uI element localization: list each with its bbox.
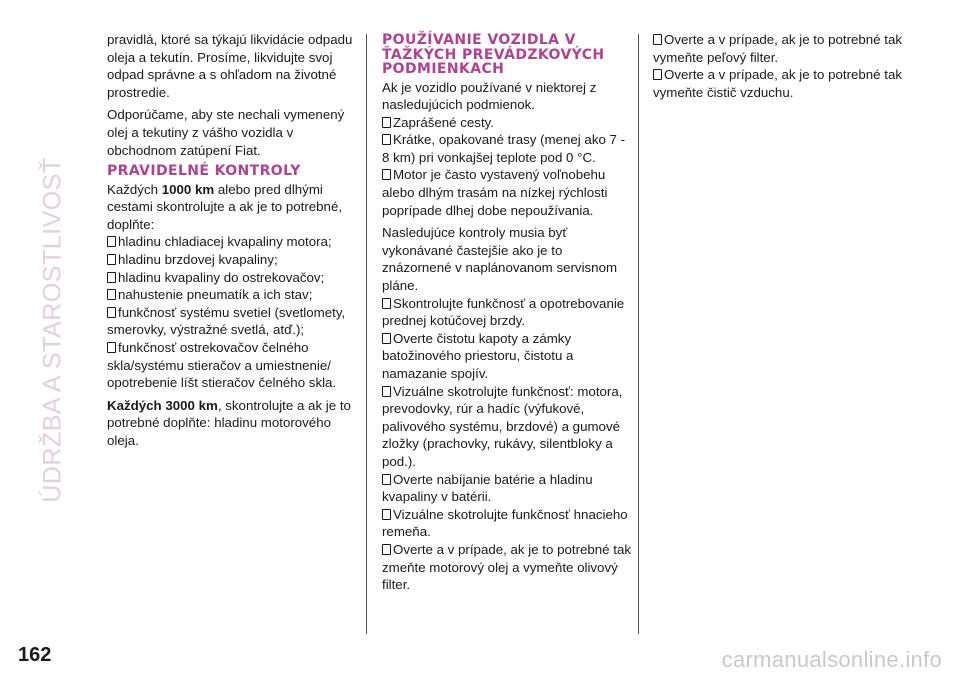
checkbox-bullet-icon [382,386,391,397]
list-item: Overte a v prípade, ak je to potrebné tak zmeňte motorový olej a vymeňte olivový filter. [382,541,632,593]
checkbox-bullet-icon [107,342,116,353]
checkbox-bullet-icon [653,69,662,80]
section-heading-regular-checks: PRAVIDELNÉ KONTROLY [107,163,301,180]
paragraph: pravidlá, ktoré sa týkajú likvidácie odpadu oleja a tekutín. Prosíme, likvidujte svoj odpad správne a s ohľadom na životné prostredie. [107,32,353,100]
list-item: Vizuálne skotrolujte funkčnosť: motora, prevodovky, rúr a hadíc (výfukové, palivového systému, brzdové) a gumové zložky (prachovky, rukávy, silentbloky a pod.). [382,383,623,469]
list-item: funkčnosť ostrekovačov čelného skla/systému stieračov a umiestnenie/ opotrebenie líšt stieračov čelného skla. [107,340,337,391]
list-item: Vizuálne skotrolujte funkčnosť hnacieho remeňa. [382,506,628,540]
checkbox-bullet-icon [382,474,391,485]
list-item: nahustenie pneumatík a ich stav; [107,286,355,304]
checkbox-bullet-icon [382,509,391,520]
watermark-text: carmanualsonline.info [721,647,942,672]
list-item: hladinu brzdovej kvapaliny; [107,251,355,269]
list-item: Overte čistotu kapoty a zámky batožinového priestoru, čistotu a namazanie spojív. [382,330,574,381]
page-number: 162 [18,644,52,666]
list-item: Zaprášené cesty. [382,114,632,132]
list-item: funkčnosť systému svetiel (svetlomety, smerovky, výstražné svetlá, atď.); [107,304,346,338]
list-item: Motor je často vystavený voľnobehu alebo dlhým trasám na nízkej rýchlosti poprípade dlhej dobe nepoužívania. [382,167,608,218]
column-divider-1 [366,34,367,634]
checkbox-bullet-icon [382,333,391,344]
checkbox-bullet-icon [107,289,116,300]
checkbox-bullet-icon [107,236,116,247]
list-item: Overte a v prípade, ak je to potrebné tak vymeňte čistič vzduchu. [653,67,903,100]
paragraph: Ak je vozidlo používané v niektorej z nasledujúcich podmienok. [382,79,597,113]
text-column-3 [653,31,903,101]
section-side-title: ÚDRŽBA A STAROSTLIVOSŤ [38,157,67,503]
text-column-2 [382,31,632,594]
checkbox-bullet-icon [107,254,116,265]
checkbox-bullet-icon [382,169,391,180]
list-item: Overte nabíjanie batérie a hladinu kvapaliny v batérii. [382,471,593,505]
checkbox-bullet-icon [653,34,662,45]
checkbox-bullet-icon [382,298,391,309]
paragraph: Nasledujúce kontroly musia byť vykonávané častejšie ako je to znázornené v naplánovanom servisnom pláne. [382,225,618,294]
checkbox-bullet-icon [382,134,391,145]
checkbox-bullet-icon [107,307,116,318]
list-item: hladinu kvapaliny do ostrekovačov; [107,269,355,287]
text-column-1 [107,31,355,455]
checkbox-bullet-icon [107,272,116,283]
paragraph: Odporúčame, aby ste nechali vymenený olej a tekutiny z vášho vozidla v obchodnom zatúpení Fiat. [107,107,345,158]
list-item: hladinu chladiacej kvapaliny motora; [107,233,355,251]
list-item: Skontrolujte funkčnosť a opotrebovanie prednej kotúčovej brzdy. [382,295,625,329]
list-item: Krátke, opakované trasy (menej ako 7 - 8 km) pri vonkajšej teplote pod 0 °C. [382,132,626,165]
section-heading-severe-conditions: POUŽÍVANIE VOZIDLA V ŤAŽKÝCH PREVÁDZKOVÝCH PODMIENKACH [382,32,605,77]
checkbox-bullet-icon [382,117,391,128]
paragraph: Každých 1000 km alebo pred dlhými cestami skontrolujte a ak je to potrebné, doplňte: [107,181,343,232]
paragraph: Každých 3000 km, skontrolujte a ak je to potrebné doplňte: hladinu motorového oleja. [107,397,351,448]
list-item: Overte a v prípade, ak je to potrebné tak vymeňte peľový filter. [653,32,903,65]
column-divider-2 [638,34,639,634]
checkbox-bullet-icon [382,544,391,555]
